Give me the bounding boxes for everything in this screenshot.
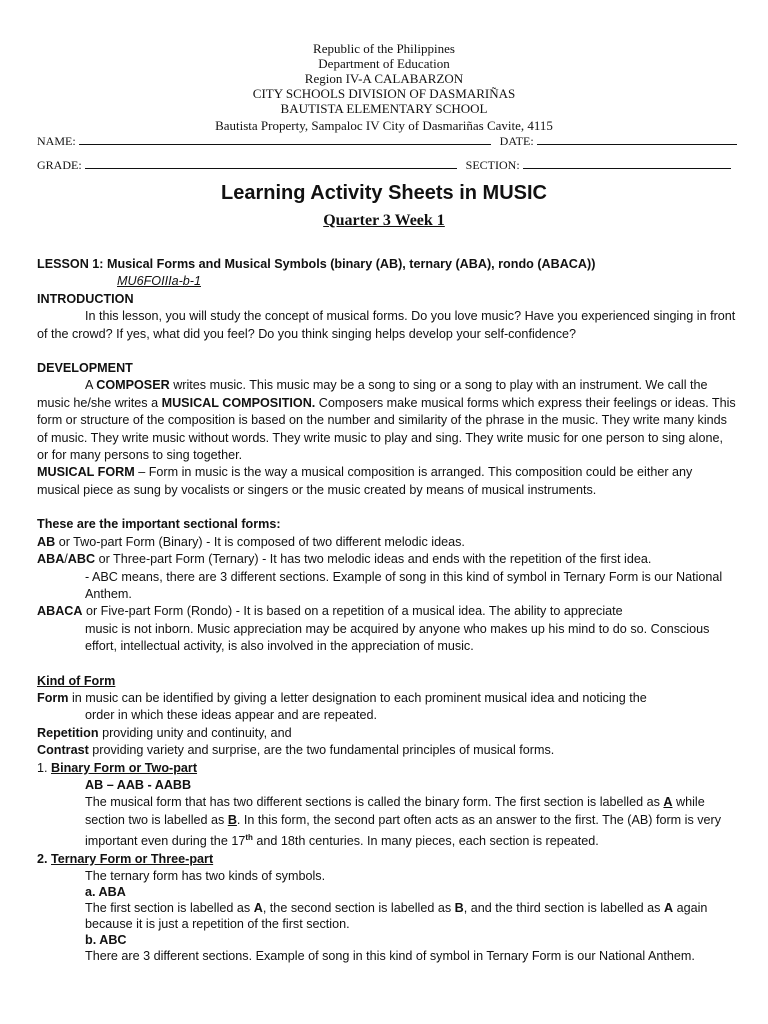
ternary-a-A2: A: [663, 901, 674, 916]
binary-a-label: A: [663, 795, 673, 810]
form-definition-line: [37, 690, 737, 707]
date-label: DATE:: [499, 134, 534, 148]
ab-form-line: [37, 534, 737, 551]
contrast-line: [37, 742, 737, 759]
aba-form-line: [37, 551, 737, 568]
page-subtitle: Quarter 3 Week 1: [323, 212, 445, 229]
binary-title: Binary Form or Two-part: [51, 760, 198, 775]
header-school: BAUTISTA ELEMENTARY SCHOOL: [280, 101, 488, 116]
binary-pattern: AB – AAB - AABB: [85, 777, 192, 792]
abc-term: ABC: [67, 552, 96, 567]
lesson-heading: LESSON 1: Musical Forms and Musical Symbols (binary (AB), ternary (ABA), rondo (ABACA)): [37, 257, 596, 271]
binary-description: [37, 794, 737, 850]
ternary-a-label: a. ABA: [85, 885, 126, 900]
date-field[interactable]: [537, 134, 737, 145]
binary-b-label: B: [227, 812, 237, 827]
abaca-term: ABACA: [37, 604, 83, 619]
repetition-term: Repetition: [37, 725, 99, 740]
introduction-text: In this lesson, you will study the concept of musical forms. Do you love music? Have you experienced singing in front of the crowd? If yes, what did you feel? Do you think singing helps develop your self-confidence?: [37, 309, 736, 341]
binary-superscript: th: [245, 833, 253, 843]
name-label: NAME:: [37, 134, 76, 148]
contrast-text: providing variety and surprise, are the two fundamental principles of musical forms.: [88, 743, 555, 758]
name-date-row: [37, 134, 737, 148]
ternary-a-description: [37, 900, 737, 932]
section-field[interactable]: [523, 158, 731, 169]
musical-form-text: – Form in music is the way a musical composition is arranged. This composition could be either any musical piece as sung by vocalists or singers or the music created by means of musical instruments.: [37, 465, 693, 497]
abc-note: - ABC means, there are 3 different sections. Example of song in this kind of symbol in Ternary Form is our National Anthem.: [85, 569, 723, 601]
binary-text-1: The musical form that has two different sections is called the binary form. The first section is labelled as: [85, 795, 664, 810]
introduction-heading: INTRODUCTION: [37, 291, 134, 306]
header-address: Bautista Property, Sampaloc IV City of Dasmariñas Cavite, 4115: [215, 118, 553, 133]
lesson-code: MU6FOIIIa-b-1: [117, 274, 201, 289]
grade-field[interactable]: [85, 158, 457, 169]
ternary-heading: [37, 851, 737, 868]
ternary-a-A: A: [253, 901, 263, 916]
abaca-text: or Five-part Form (Rondo) - It is based on a repetition of a musical idea. The ability to appreciate: [82, 604, 623, 619]
ternary-intro: The ternary form has two kinds of symbols.: [85, 869, 326, 884]
ternary-a-B: B: [454, 901, 464, 916]
binary-text-4: and 18th centuries. In many pieces, each section is repeated.: [252, 834, 599, 849]
form-continuation: order in which these ideas appear and are repeated.: [85, 708, 377, 723]
sectional-forms-heading: These are the important sectional forms:: [37, 517, 281, 532]
contrast-term: Contrast: [37, 743, 89, 758]
binary-text-3: . In this form, the second part often acts as an answer to the first. The (AB) form is very important even during the 17: [85, 812, 722, 849]
header-department: Department of Education: [318, 56, 450, 71]
development-heading: DEVELOPMENT: [37, 361, 133, 376]
binary-text-2: while section two is labelled as: [85, 795, 705, 827]
repetition-text: providing unity and continuity, and: [98, 725, 292, 740]
dev-text-e: Composers make musical forms which express their feelings or ideas. This form or structure of the composition is based on the number and similarity of the phrase in the music. They write many kinds of music. They write music without words. They write music to play and sing. They write music for one person to sing alone, or for many persons to sing together.: [37, 395, 736, 463]
ternary-a-text-1: The first section is labelled as: [85, 901, 254, 916]
form-term: Form: [37, 690, 69, 705]
page-title: Learning Activity Sheets in MUSIC: [221, 182, 547, 204]
ab-text: or Two-part Form (Binary) - It is composed of two different melodic ideas.: [55, 534, 465, 549]
form-text: in music can be identified by giving a letter designation to each prominent musical idea and noticing the: [68, 690, 647, 705]
aba-term: ABA: [37, 552, 65, 567]
kind-of-form-heading: Kind of Form: [37, 673, 116, 688]
binary-number: 1.: [37, 760, 52, 775]
composer-term: COMPOSER: [96, 378, 170, 393]
musical-form-paragraph: [37, 464, 737, 499]
header-republic: Republic of the Philippines: [313, 41, 455, 56]
grade-label: GRADE:: [37, 158, 82, 172]
header-division: CITY SCHOOLS DIVISION OF DASMARIÑAS: [252, 86, 516, 101]
section-label: SECTION:: [465, 158, 520, 172]
binary-heading: [37, 760, 737, 777]
musical-composition-term: MUSICAL COMPOSITION.: [161, 395, 316, 410]
ternary-a-text-2: , the second section is labelled as: [262, 901, 455, 916]
name-field[interactable]: [79, 134, 491, 145]
aba-text: or Three-part Form (Ternary) - It has two melodic ideas and ends with the repetition of the first idea.: [95, 552, 652, 567]
abaca-continuation: music is not inborn. Music appreciation may be acquired by anyone who makes up his mind to do so. Conscious effort, intellectual activity, is also involved in the appreciation of music.: [85, 621, 710, 654]
dev-text-c: writes music. This music may be a song to sing or a song to play with an instrument. We call the music he/she writes a: [37, 378, 708, 410]
aba-separator: /: [64, 552, 68, 567]
ternary-b-label: b. ABC: [85, 933, 127, 948]
dev-text-a: A: [85, 378, 97, 393]
header-region: Region IV-A CALABARZON: [304, 71, 464, 86]
lesson-body: [37, 256, 737, 964]
development-paragraph: [37, 377, 737, 464]
ternary-b-description: There are 3 different sections. Example of song in this kind of symbol in Ternary Form is our National Anthem.: [85, 949, 695, 964]
ternary-title: Ternary Form or Three-part: [51, 851, 214, 866]
abaca-form-line: [37, 603, 737, 620]
ab-term: AB: [37, 534, 56, 549]
musical-form-term: MUSICAL FORM: [37, 465, 135, 480]
repetition-line: [37, 725, 737, 742]
ternary-a-text-3: , and the third section is labelled as: [463, 901, 664, 916]
ternary-number: 2.: [37, 851, 52, 866]
grade-section-row: [37, 158, 737, 172]
ternary-a-text-4: again because it is just a repetition of the first section.: [85, 901, 708, 932]
